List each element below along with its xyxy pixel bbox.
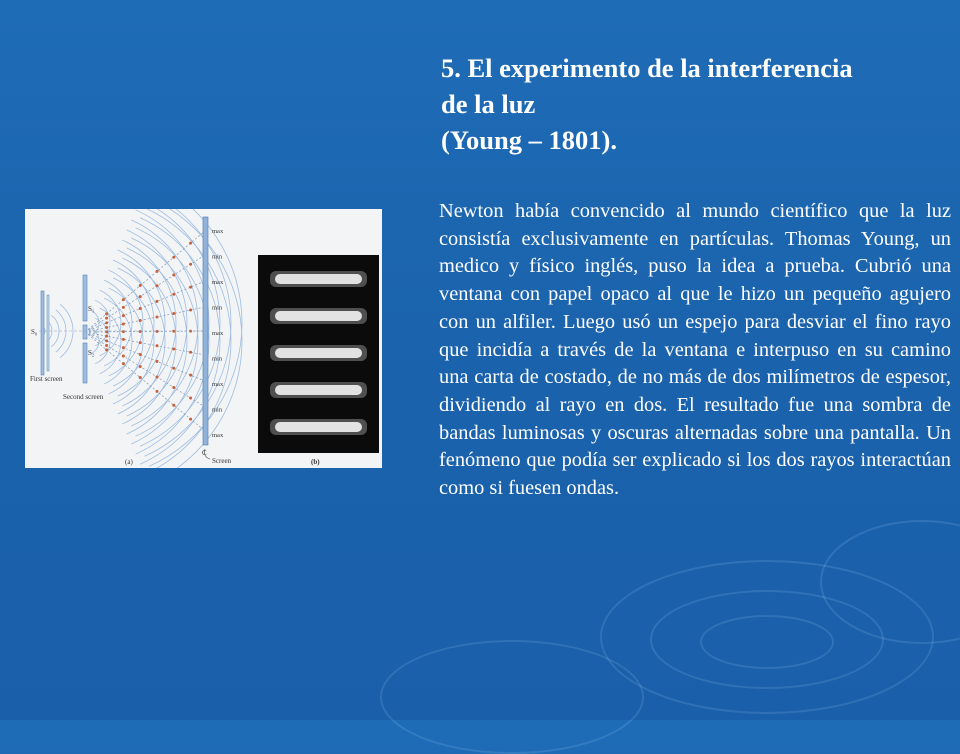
screen-label-max: max [212,381,224,388]
interference-node [122,338,125,341]
interference-node [156,390,159,393]
interference-node [156,376,159,379]
ripple-decoration [380,640,644,754]
bright-fringe [270,308,367,324]
interference-node [139,319,142,322]
second-screen-bottom [83,343,87,383]
interference-node [139,307,142,310]
slit-wavefront [122,258,176,424]
slit-wavefront [149,209,242,468]
screen-point-label: C [202,449,207,457]
slit-wavefront [131,238,198,444]
interference-node [172,293,175,296]
interference-node [139,295,142,298]
title-line: de la luz [441,89,536,119]
slit-wavefront [131,220,198,426]
interference-node [105,312,108,315]
slide-body-text: Newton había convencido al mundo científico que la luz consistía exclusivamente en partículas. Thomas Young, un medico y físico inglés, puso la idea a prueba. Cubrió una ventana con papel opaco al que le hizo un pequeño agujero con un alfiler. Luego usó un espejo para desviar el fino rayo que incidía a través de la ventana e interpuso en su camino una carta de costado, de no más de dos milímetros de espesor, dividiendo al rayo en dos. El resultado fue una sombra de bandas luminosas y oscuras alternadas sobre una pantalla. Un fenómeno que podía ser explicado si los dos rayos interactúan como si fuesen ondas. [439,200,951,500]
screen-label: Screen [212,457,232,465]
interference-node [189,397,192,400]
interference-node [122,362,125,365]
interference-node [172,256,175,259]
interference-node [172,348,175,351]
screen-label-min: min [212,406,223,414]
slit-bottom-label: S₂ [88,349,95,357]
ripple-decoration [700,615,834,669]
interference-node [156,330,159,333]
interference-node [105,321,108,324]
interference-node [172,312,175,315]
interference-node [122,330,125,333]
source-label: S₀ [31,328,38,336]
interference-node [189,418,192,421]
observation-screen [203,217,208,445]
interference-node [122,306,125,309]
interference-node [139,330,142,333]
slide-title [441,50,951,158]
slit-wavefront [113,260,154,386]
interference-node [189,374,192,377]
slit-top-label: S₁ [88,305,95,313]
interference-node [189,286,192,289]
interference-node [122,314,125,317]
first-screen [41,291,44,375]
interference-node [156,270,159,273]
slit-wavefront [122,240,176,406]
interference-node [172,274,175,277]
interference-node [122,323,125,326]
interference-node [172,404,175,407]
bright-fringe [270,345,367,361]
interference-node [122,355,125,358]
screen-label-max: max [212,432,224,439]
bright-fringe [270,419,367,435]
bright-fringe [270,271,367,287]
interference-node [105,326,108,329]
interference-node [172,367,175,370]
young-experiment-diagram [25,209,382,468]
second-screen-middle [83,325,87,339]
second-screen-label: Second screen [63,393,104,401]
interference-node [139,341,142,344]
interference-node [139,284,142,287]
screen-label-min: min [212,304,223,312]
interference-node [105,344,108,347]
interference-node [105,339,108,342]
screen-label-min: min [212,355,223,363]
second-screen-top [83,275,87,321]
young-experiment-figure [25,209,382,468]
interference-node [156,300,159,303]
interference-node [156,316,159,319]
interference-node [139,353,142,356]
interference-node [156,360,159,363]
screen-label-max: max [212,228,224,235]
panel-b-label: (b) [311,458,320,466]
screen-labels [212,228,224,439]
wavefronts [43,209,242,468]
panel-a-label: (a) [125,458,133,466]
interference-node [189,351,192,354]
interference-node [122,298,125,301]
interference-node [105,348,108,351]
interference-node [189,263,192,266]
interference-node [139,376,142,379]
interference-node [122,346,125,349]
first-screen-label: First screen [30,375,63,383]
interference-node [139,365,142,368]
interference-node [105,317,108,320]
interference-node [172,386,175,389]
screen-label-min: min [212,253,223,261]
title-line: (Young – 1801). [441,125,617,155]
interference-node [189,242,192,245]
screen-label-max: max [212,279,224,286]
bright-fringe [270,382,367,398]
interference-node [189,309,192,312]
first-screen-back [47,295,49,371]
slit-wavefront [149,209,242,466]
interference-node [156,344,159,347]
title-line: 5. El experimento de la interferencia [441,53,853,83]
screen-label-max: max [212,330,224,337]
interference-node [156,284,159,287]
interference-node [105,335,108,338]
